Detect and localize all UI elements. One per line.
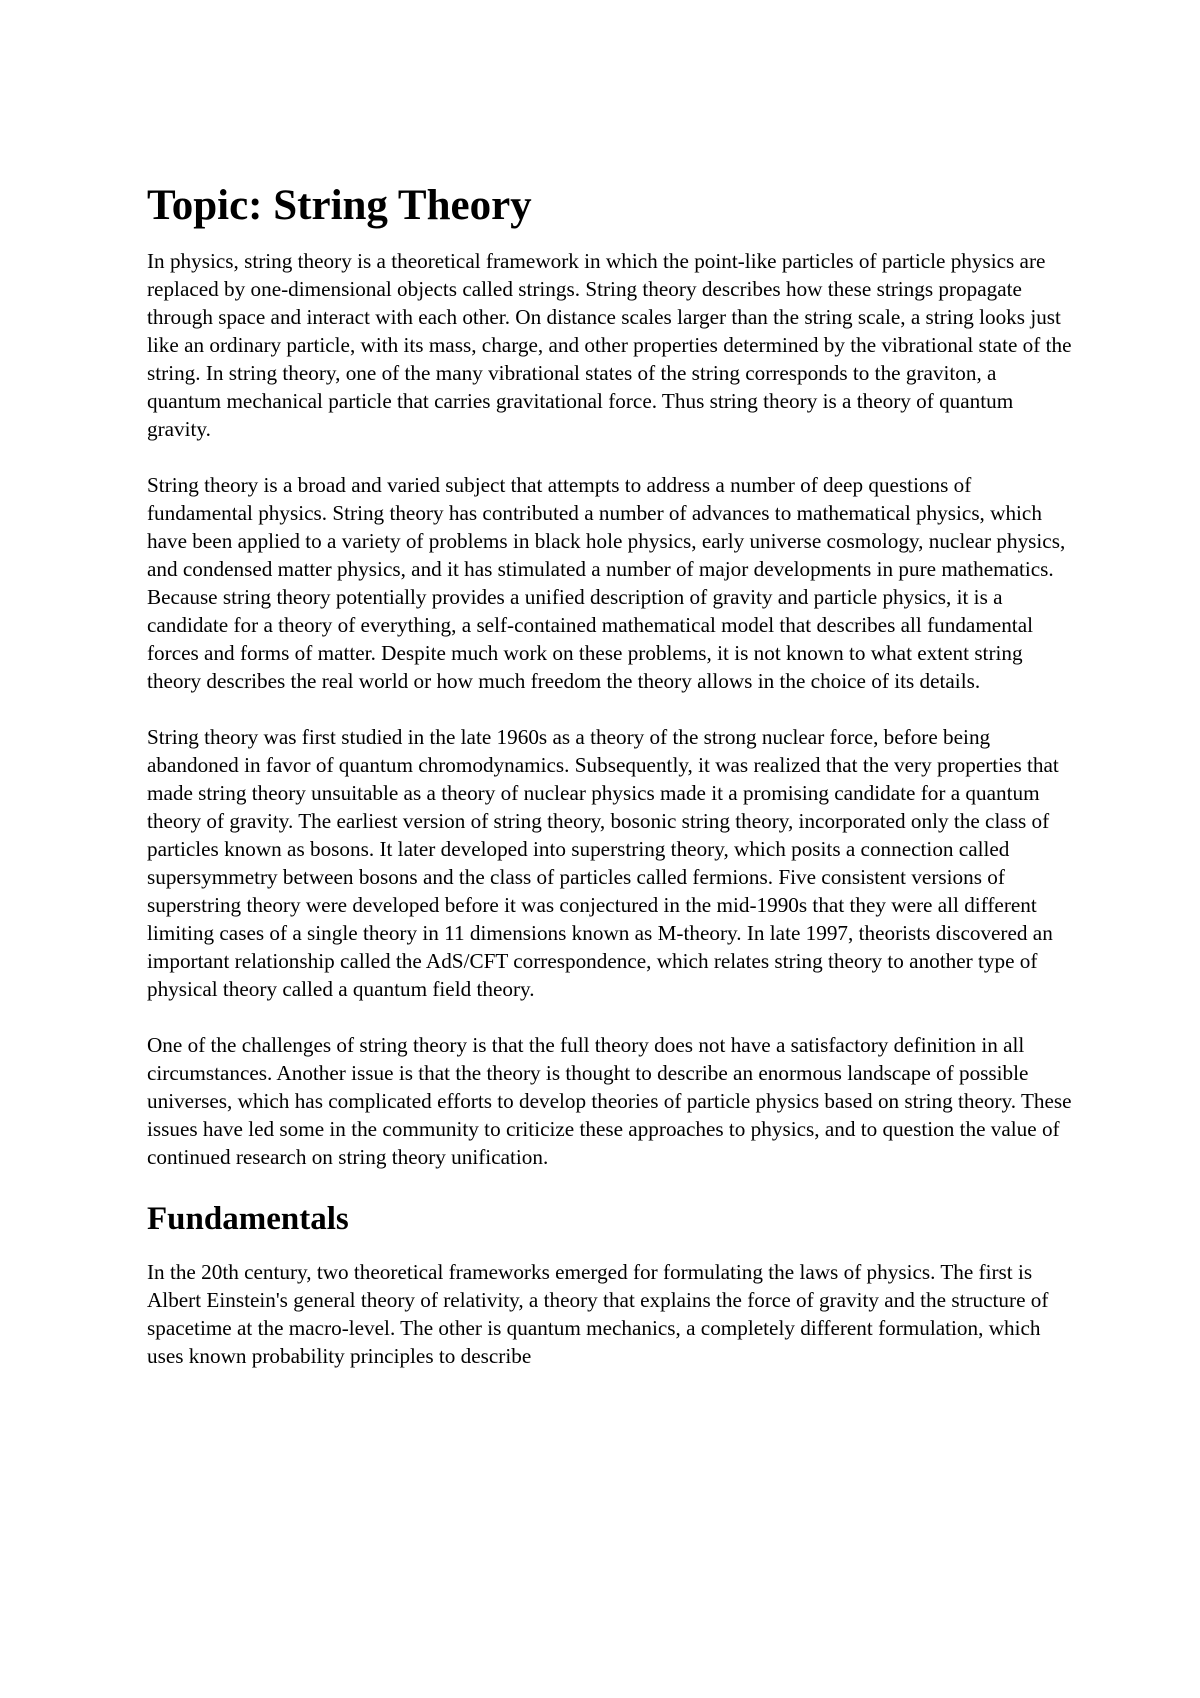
paragraph: In the 20th century, two theoretical frameworks emerged for formulating the laws of physics. The first is Albert Einstein's general theory of relativity, a theory that explains the force of gravity and the structure of spacetime at the macro-level. The other is quantum mechanics, a completely different formulation, which uses known probability principles to describe (147, 1259, 1049, 1368)
paragraph: String theory is a broad and varied subject that attempts to address a number of deep questions of fundamental physics. String theory has contributed a number of advances to mathematical physics, which have been applied to a variety of problems in black hole physics, early universe cosmology, nuclear physics, and condensed matter physics, and it has stimulated a number of major developments in pure mathematics. Because string theory potentially provides a unified description of gravity and particle physics, it is a candidate for a theory of everything, a self-contained mathematical model that describes all fundamental forces and forms of matter. Despite much work on these problems, it is not known to what extent string theory describes the real world or how much freedom the theory allows in the choice of its details. (147, 473, 1066, 694)
paragraph: String theory was first studied in the late 1960s as a theory of the strong nuclear force, before being abandoned in favor of quantum chromodynamics. Subsequently, it was realized that the very properties that made string theory unsuitable as a theory of nuclear physics made it a promising candidate for a quantum theory of gravity. The earliest version of string theory, bosonic string theory, incorporated only the class of particles known as bosons. It later developed into superstring theory, which posits a connection called supersymmetry between bosons and the class of particles called fermions. Five consistent versions of superstring theory were developed before it was conjectured in the mid-1990s that they were all different limiting cases of a single theory in 11 dimensions known as M-theory. In late 1997, theorists discovered an important relationship called the AdS/CFT correspondence, which relates string theory to another type of physical theory called a quantum field theory. (147, 725, 1059, 1002)
document-title: Topic: String Theory (147, 182, 532, 229)
section-heading-fundamentals: Fundamentals (147, 1201, 349, 1238)
paragraph: One of the challenges of string theory is that the full theory does not have a satisfactory definition in all circumstances. Another issue is that the theory is thought to describe an enormous landscape of possible universes, which has complicated efforts to develop theories of particle physics based on string theory. These issues have led some in the community to criticize these approaches to physics, and to question the value of continued research on string theory unification. (147, 1033, 1072, 1170)
document-content (147, 170, 1072, 1398)
paragraph: In physics, string theory is a theoretical framework in which the point-like particles of particle physics are replaced by one-dimensional objects called strings. String theory describes how these strings propagate through space and interact with each other. On distance scales larger than the string scale, a string looks just like an ordinary particle, with its mass, charge, and other properties determined by the vibrational state of the string. In string theory, one of the many vibrational states of the string corresponds to the graviton, a quantum mechanical particle that carries gravitational force. Thus string theory is a theory of quantum gravity. (147, 249, 1072, 442)
